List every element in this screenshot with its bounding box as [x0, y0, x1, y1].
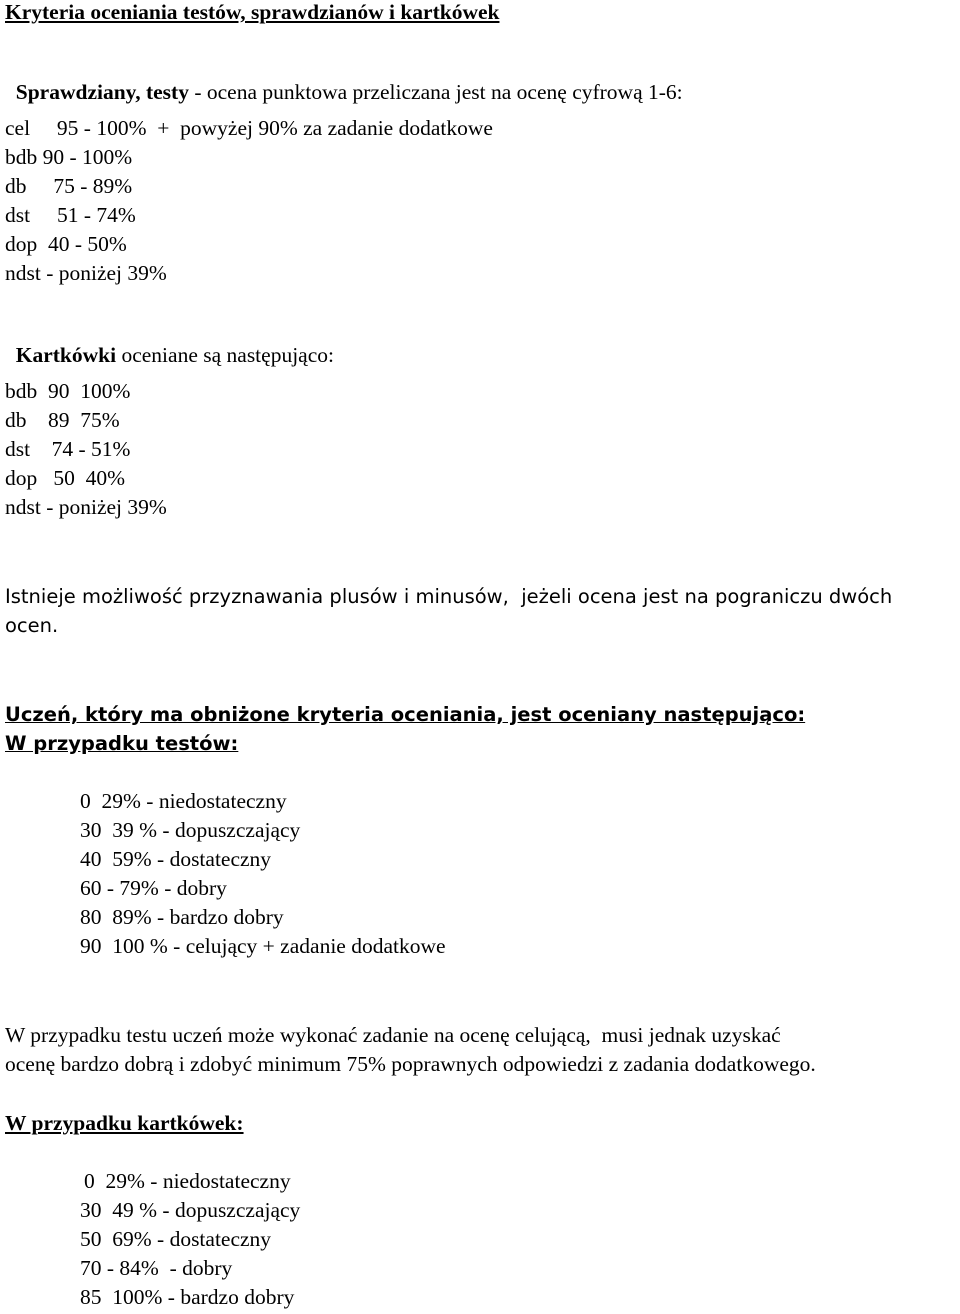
kartkowki-line: dst 74 - 51% [5, 437, 131, 461]
kartkowki-heading-rest: oceniane są następująco: [116, 342, 334, 367]
plusy-minusy-line: ocen. [5, 614, 59, 637]
kartkowki-line: db 89 75% [5, 408, 120, 432]
sprawdziany-heading-rest: - ocena punktowa przeliczana jest na ocenę cyfrową 1-6: [188, 79, 683, 104]
sprawdziany-line: cel 95 - 100% + powyżej 90% za zadanie dodatkowe [5, 116, 493, 140]
testy-line: 40 59% - dostateczny [80, 847, 272, 871]
kartkowki-obnizone-line: 50 69% - dostateczny [80, 1227, 272, 1251]
plusy-minusy-line: Istnieje możliwość przyznawania plusów i minusów, jeżeli ocena jest na pograniczu dwóch [5, 585, 893, 608]
test-note-line: ocenę bardzo dobrą i zdobyć minimum 75% poprawnych odpowiedzi z zadania dodatkowego. [5, 1052, 816, 1076]
testy-line: 60 - 79% - dobry [80, 876, 227, 900]
sprawdziany-line: ndst - poniżej 39% [5, 261, 167, 285]
obnizone-kryteria-heading: Uczeń, który ma obniżone kryteria oceniania, jest oceniany następująco: [5, 703, 806, 726]
kartkowki-line: dop 50 40% [5, 466, 126, 490]
kartkowki-heading-bold: Kartkówki [15, 342, 117, 367]
kartkowki-line: ndst - poniżej 39% [5, 495, 167, 519]
sprawdziany-heading [5, 60, 683, 103]
document-title: Kryteria oceniania testów, sprawdzianów i kartkówek [5, 0, 500, 24]
kartkowki-obnizone-heading: W przypadku kartkówek: [5, 1111, 244, 1135]
kartkowki-obnizone-line: 85 100% - bardzo dobry [80, 1285, 295, 1309]
testy-line: 0 29% - niedostateczny [80, 789, 287, 813]
testy-heading: W przypadku testów: [5, 732, 239, 755]
sprawdziany-line: db 75 - 89% [5, 174, 133, 198]
test-note-line: W przypadku testu uczeń może wykonać zadanie na ocenę celującą, musi jednak uzyskać [5, 1023, 781, 1047]
sprawdziany-line: dst 51 - 74% [5, 203, 136, 227]
kartkowki-obnizone-line: 0 29% - niedostateczny [84, 1169, 291, 1193]
testy-line: 30 39 % - dopuszczający [80, 818, 301, 842]
kartkowki-line: bdb 90 100% [5, 379, 131, 403]
sprawdziany-line: bdb 90 - 100% [5, 145, 133, 169]
kartkowki-heading [5, 323, 334, 366]
kartkowki-obnizone-line: 70 - 84% - dobry [80, 1256, 233, 1280]
sprawdziany-heading-bold: Sprawdziany, testy [15, 79, 189, 104]
testy-line: 80 89% - bardzo dobry [80, 905, 284, 929]
testy-line: 90 100 % - celujący + zadanie dodatkowe [80, 934, 446, 958]
sprawdziany-line: dop 40 - 50% [5, 232, 127, 256]
kartkowki-obnizone-line: 30 49 % - dopuszczający [80, 1198, 301, 1222]
